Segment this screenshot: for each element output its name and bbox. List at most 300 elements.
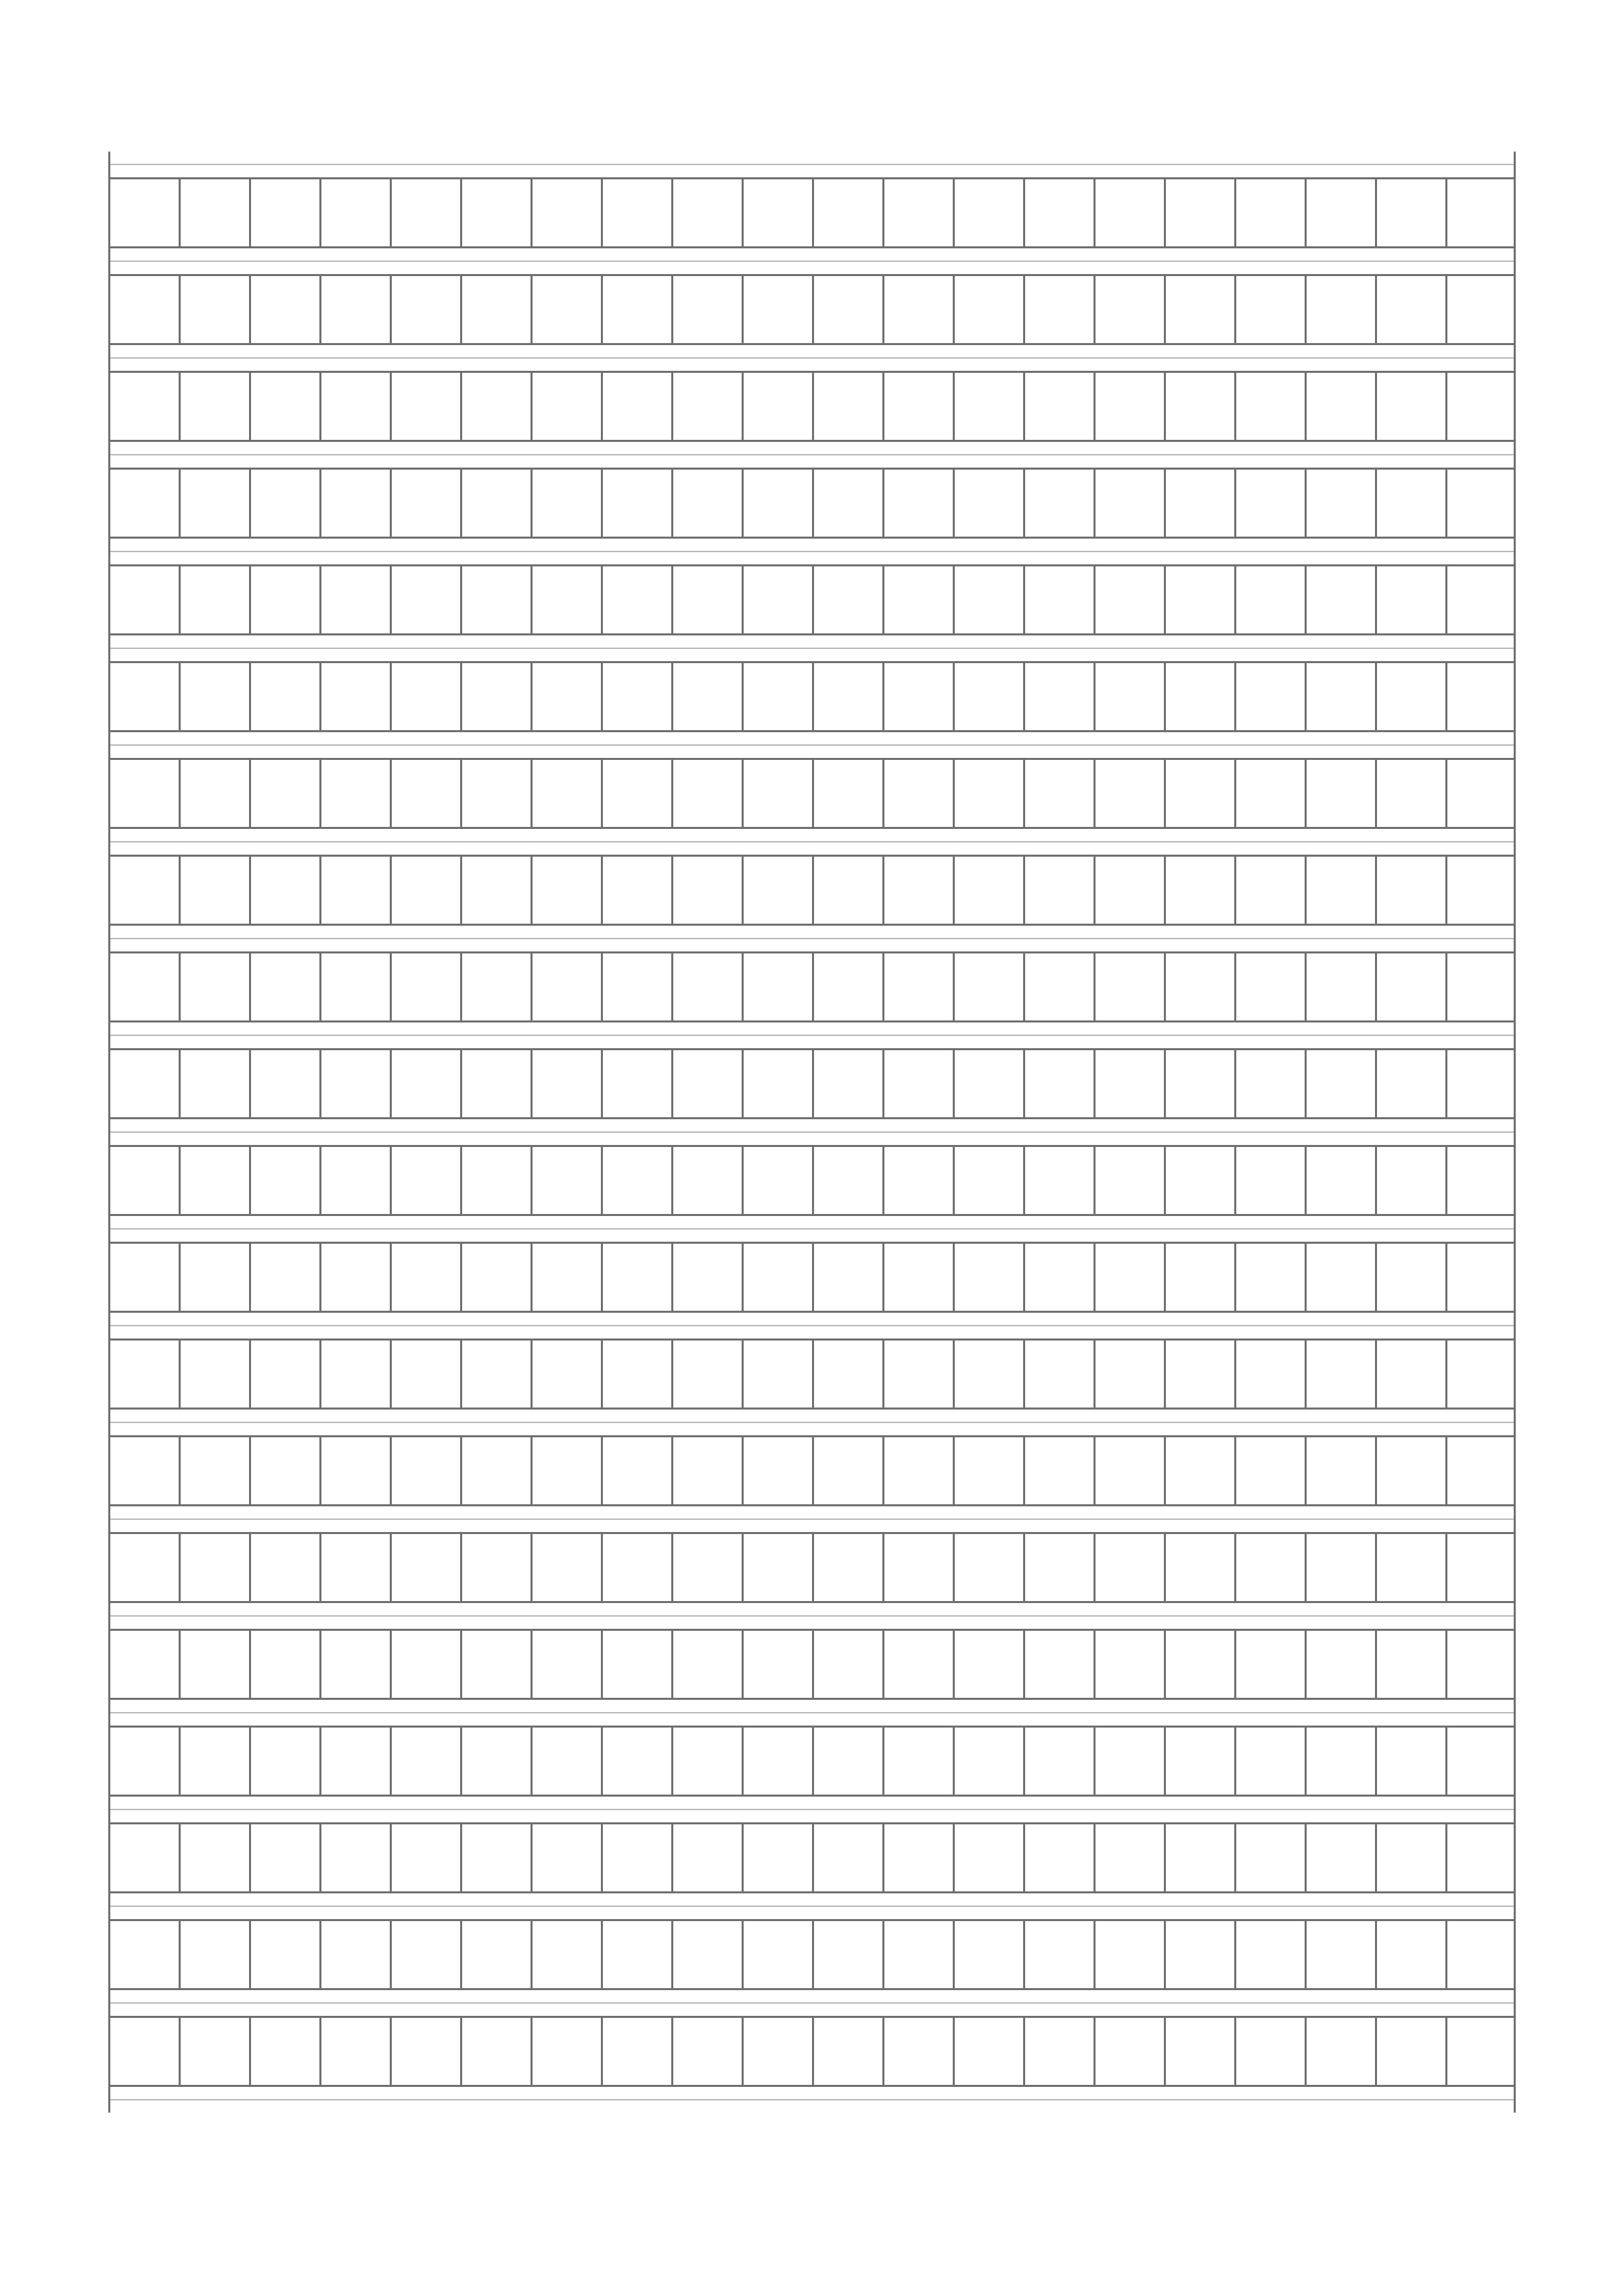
grid-cell [1445,373,1516,440]
grid-cell [319,1921,390,1988]
grid-cell [742,1147,812,1214]
grid-cell [1305,1437,1375,1504]
text-row [108,1822,1516,1893]
grid-cell [812,1824,882,1891]
grid-cell [1093,1437,1164,1504]
grid-cell [460,1244,531,1311]
grid-cell [601,276,671,343]
grid-cell [390,179,460,246]
grid-cell [1093,179,1164,246]
grid-cell [531,1244,601,1311]
grid-cell [531,760,601,827]
grid-cell [882,179,953,246]
grid-cell [319,1824,390,1891]
grid-cell [953,1921,1023,1988]
grid-cell [601,1824,671,1891]
grid-cell [671,1147,742,1214]
grid-cell [1445,760,1516,827]
grid-cell [953,1437,1023,1504]
grid-cell [1305,373,1375,440]
row-spacer [108,1700,1516,1726]
grid-cell [812,760,882,827]
grid-cell [249,1728,319,1795]
grid-cell [671,566,742,633]
grid-cell [1375,373,1445,440]
grid-cell [1305,663,1375,730]
grid-cell [1023,663,1093,730]
grid-cell [249,1244,319,1311]
grid-cell [882,1631,953,1698]
text-row [108,2016,1516,2087]
grid-cell [390,663,460,730]
grid-cell [1164,857,1234,924]
grid-cell [953,953,1023,1020]
grid-cell [1093,1631,1164,1698]
grid-cell [319,566,390,633]
grid-cell [1234,373,1305,440]
grid-cell [1305,1147,1375,1214]
grid-cell [108,857,179,924]
grid-cell [953,760,1023,827]
grid-cell [319,470,390,537]
text-row [108,564,1516,635]
grid-cell [953,1631,1023,1698]
grid-cell [390,1921,460,1988]
grid-cell [1375,470,1445,537]
grid-cell [1164,1631,1234,1698]
grid-cell [249,857,319,924]
grid-cell [601,857,671,924]
grid-cell [390,1824,460,1891]
grid-cell [1023,1341,1093,1408]
grid-cell [1234,566,1305,633]
grid-cell [1445,1631,1516,1698]
text-row [108,855,1516,926]
grid-cell [1093,1824,1164,1891]
grid-cell [882,470,953,537]
grid-cell [882,1728,953,1795]
grid-cell [812,470,882,537]
text-row [108,1629,1516,1700]
grid-cell [1234,1147,1305,1214]
grid-cell [1023,760,1093,827]
grid-cell [742,470,812,537]
grid-cell [319,1631,390,1698]
grid-cell [1164,373,1234,440]
text-row [108,661,1516,732]
grid-cell [812,1147,882,1214]
grid-cell [812,1437,882,1504]
grid-cell [671,1341,742,1408]
text-row [108,1919,1516,1990]
grid-cell [1164,566,1234,633]
grid-cell [953,1244,1023,1311]
grid-cell [390,1534,460,1601]
grid-cell [390,1244,460,1311]
grid-cell [1375,1824,1445,1891]
grid-cell [179,953,249,1020]
grid-cell [742,663,812,730]
grid-cell [1164,1341,1234,1408]
grid-cell [671,1050,742,1117]
grid-cell [882,1437,953,1504]
row-spacer [108,1410,1516,1435]
grid-cell [108,1631,179,1698]
grid-cell [1023,1147,1093,1214]
grid-cell [390,857,460,924]
grid-cell [671,1534,742,1601]
grid-cell [882,373,953,440]
grid-cell [460,1824,531,1891]
grid-cell [742,373,812,440]
grid-cell [249,2018,319,2085]
grid-cell [1234,1921,1305,1988]
grid-cell [531,953,601,1020]
grid-cell [812,373,882,440]
grid-cell [460,1631,531,1698]
grid-cell [812,953,882,1020]
grid-cell [1375,1244,1445,1311]
grid-cell [460,1534,531,1601]
grid-cell [1164,1728,1234,1795]
grid-cell [179,2018,249,2085]
grid-cell [1093,1147,1164,1214]
grid-cell [179,1921,249,1988]
grid-cell [1164,1534,1234,1601]
grid-cell [319,373,390,440]
grid-cell [1305,276,1375,343]
grid-cell [390,470,460,537]
grid-cell [1093,1050,1164,1117]
grid-cell [179,1534,249,1601]
grid-cell [882,760,953,827]
grid-cell [249,1534,319,1601]
grid-cell [249,760,319,827]
grid-cell [601,953,671,1020]
grid-cell [1023,1437,1093,1504]
grid-cell [812,1050,882,1117]
grid-cell [460,953,531,1020]
grid-cell [601,1728,671,1795]
grid-cell [953,566,1023,633]
grid-cell [531,1147,601,1214]
grid-cell [882,953,953,1020]
row-spacer [108,152,1516,177]
grid-cell [742,1631,812,1698]
grid-cell [1445,663,1516,730]
grid-cell [179,1050,249,1117]
grid-cell [1445,566,1516,633]
row-spacer [108,345,1516,371]
text-row [108,1435,1516,1506]
row-spacer [108,1022,1516,1048]
grid-cell [1445,1341,1516,1408]
grid-cell [1164,1921,1234,1988]
grid-cell [671,470,742,537]
grid-cell [531,179,601,246]
grid-cell [742,1824,812,1891]
grid-cell [1023,1534,1093,1601]
grid-cell [812,1341,882,1408]
grid-cell [601,1244,671,1311]
grid-cell [108,276,179,343]
grid-cell [319,857,390,924]
grid-cell [1305,1050,1375,1117]
grid-cell [1093,857,1164,924]
grid-cell [1164,179,1234,246]
grid-cell [249,1437,319,1504]
grid-cell [460,1341,531,1408]
grid-cell [1023,179,1093,246]
grid-cell [249,1147,319,1214]
grid-cell [671,1824,742,1891]
grid-cell [1445,1050,1516,1117]
grid-cell [319,1147,390,1214]
grid-cell [179,470,249,537]
grid-cell [319,1244,390,1311]
grid-cell [882,566,953,633]
grid-cell [812,857,882,924]
grid-cell [1093,760,1164,827]
grid-cell [390,1147,460,1214]
grid-cell [1234,1437,1305,1504]
grid-cell [531,1437,601,1504]
grid-cell [812,566,882,633]
text-row [108,1242,1516,1313]
grid-cell [531,276,601,343]
grid-cell [1234,2018,1305,2085]
grid-cell [1375,1341,1445,1408]
grid-cell [108,1921,179,1988]
grid-cell [1445,470,1516,537]
grid-cell [1023,1921,1093,1988]
grid-cell [1445,276,1516,343]
grid-cell [742,953,812,1020]
grid-cell [1023,1728,1093,1795]
grid-cell [1375,953,1445,1020]
grid-cell [460,566,531,633]
text-row [108,1532,1516,1603]
grid-cell [531,470,601,537]
grid-cell [882,1921,953,1988]
row-spacer [108,539,1516,564]
grid-cell [1305,470,1375,537]
text-row [108,951,1516,1022]
row-spacer [108,1893,1516,1919]
text-row [108,468,1516,539]
grid-cell [742,1437,812,1504]
grid-cell [108,663,179,730]
grid-cell [953,1147,1023,1214]
grid-cell [249,953,319,1020]
grid-cell [953,1728,1023,1795]
grid-cell [1234,1631,1305,1698]
grid-cell [1023,566,1093,633]
grid-cell [953,2018,1023,2085]
grid-cell [742,179,812,246]
grid-cell [249,663,319,730]
grid-cell [1305,566,1375,633]
grid-cell [742,2018,812,2085]
grid-cell [953,1534,1023,1601]
text-row [108,758,1516,829]
grid-cell [319,2018,390,2085]
grid-cell [460,760,531,827]
grid-cell [1445,1728,1516,1795]
grid-cell [179,1728,249,1795]
grid-cell [390,1631,460,1698]
grid-cell [1093,2018,1164,2085]
grid-cell [1445,1824,1516,1891]
grid-cell [1164,953,1234,1020]
grid-cell [882,1534,953,1601]
grid-cell [319,663,390,730]
grid-cell [1093,1341,1164,1408]
grid-cell [531,1728,601,1795]
grid-cell [953,1341,1023,1408]
grid-cell [319,1534,390,1601]
grid-cell [1234,470,1305,537]
row-spacer [108,1119,1516,1145]
grid-cell [671,2018,742,2085]
grid-cell [882,663,953,730]
grid-cell [742,760,812,827]
grid-cell [460,1728,531,1795]
grid-cell [1234,857,1305,924]
grid-cell [460,1921,531,1988]
grid-cell [601,1534,671,1601]
row-spacer [108,2087,1516,2113]
grid-cell [1305,1341,1375,1408]
grid-cell [1023,1050,1093,1117]
grid-cell [1093,1921,1164,1988]
grid-cell [249,566,319,633]
grid-cell [1023,373,1093,440]
grid-cell [1305,2018,1375,2085]
grid-cell [249,1050,319,1117]
grid-cell [1093,663,1164,730]
grid-cell [1164,663,1234,730]
grid-cell [179,1147,249,1214]
grid-cell [812,663,882,730]
grid-cell [671,1244,742,1311]
grid-cell [460,373,531,440]
row-spacer [108,1797,1516,1822]
grid-cell [179,179,249,246]
grid-cell [812,1921,882,1988]
grid-cell [601,1631,671,1698]
text-row [108,1338,1516,1410]
grid-cell [953,857,1023,924]
grid-cell [882,1824,953,1891]
row-spacer [108,1603,1516,1629]
grid-cell [601,760,671,827]
grid-cell [1023,953,1093,1020]
grid-cell [742,1050,812,1117]
grid-cell [249,179,319,246]
grid-cell [179,857,249,924]
grid-cell [319,1341,390,1408]
row-spacer [108,442,1516,468]
grid-cell [812,276,882,343]
grid-cell [1375,179,1445,246]
grid-cell [671,1631,742,1698]
grid-cell [319,760,390,827]
grid-cell [671,179,742,246]
grid-cell [179,1437,249,1504]
grid-cell [1234,1534,1305,1601]
grid-cell [108,179,179,246]
grid-cell [742,276,812,343]
grid-cell [601,1147,671,1214]
grid-cell [1164,1147,1234,1214]
grid-cell [531,566,601,633]
grid-cell [1093,1728,1164,1795]
grid-cell [390,953,460,1020]
grid-cell [531,857,601,924]
grid-cell [1305,1921,1375,1988]
grid-cell [1093,566,1164,633]
row-spacer [108,829,1516,855]
grid-cell [390,2018,460,2085]
grid-cell [108,1824,179,1891]
grid-cell [1234,1341,1305,1408]
grid-cell [953,470,1023,537]
grid-cell [108,1147,179,1214]
grid-cell [1445,857,1516,924]
grid-cell [179,1631,249,1698]
grid-cell [1375,1631,1445,1698]
grid-cell [1305,179,1375,246]
grid-cell [601,1341,671,1408]
row-spacer [108,926,1516,951]
grid-cell [812,179,882,246]
row-spacer [108,732,1516,758]
grid-cell [953,663,1023,730]
grid-cell [1375,276,1445,343]
grid-cell [108,470,179,537]
grid-cell [460,1437,531,1504]
grid-cell [742,1728,812,1795]
grid-cell [179,373,249,440]
grid-cell [319,1050,390,1117]
grid-cell [1023,1824,1093,1891]
grid-cell [601,663,671,730]
grid-cell [1375,1921,1445,1988]
grid-cell [1093,1244,1164,1311]
grid-cell [179,1244,249,1311]
text-row [108,1048,1516,1119]
grid-cell [742,566,812,633]
grid-cell [1023,857,1093,924]
grid-cell [460,1147,531,1214]
grid-cell [531,1050,601,1117]
grid-cell [108,373,179,440]
grid-cell [1445,2018,1516,2085]
grid-cell [953,1050,1023,1117]
grid-cell [319,1437,390,1504]
grid-cell [1375,857,1445,924]
grid-cell [742,1244,812,1311]
grid-cell [1023,1631,1093,1698]
grid-cell [108,1534,179,1601]
grid-cell [531,1631,601,1698]
grid-cell [1445,953,1516,1020]
grid-cell [460,179,531,246]
grid-cell [390,1341,460,1408]
grid-cell [812,1244,882,1311]
grid-cell [812,1631,882,1698]
